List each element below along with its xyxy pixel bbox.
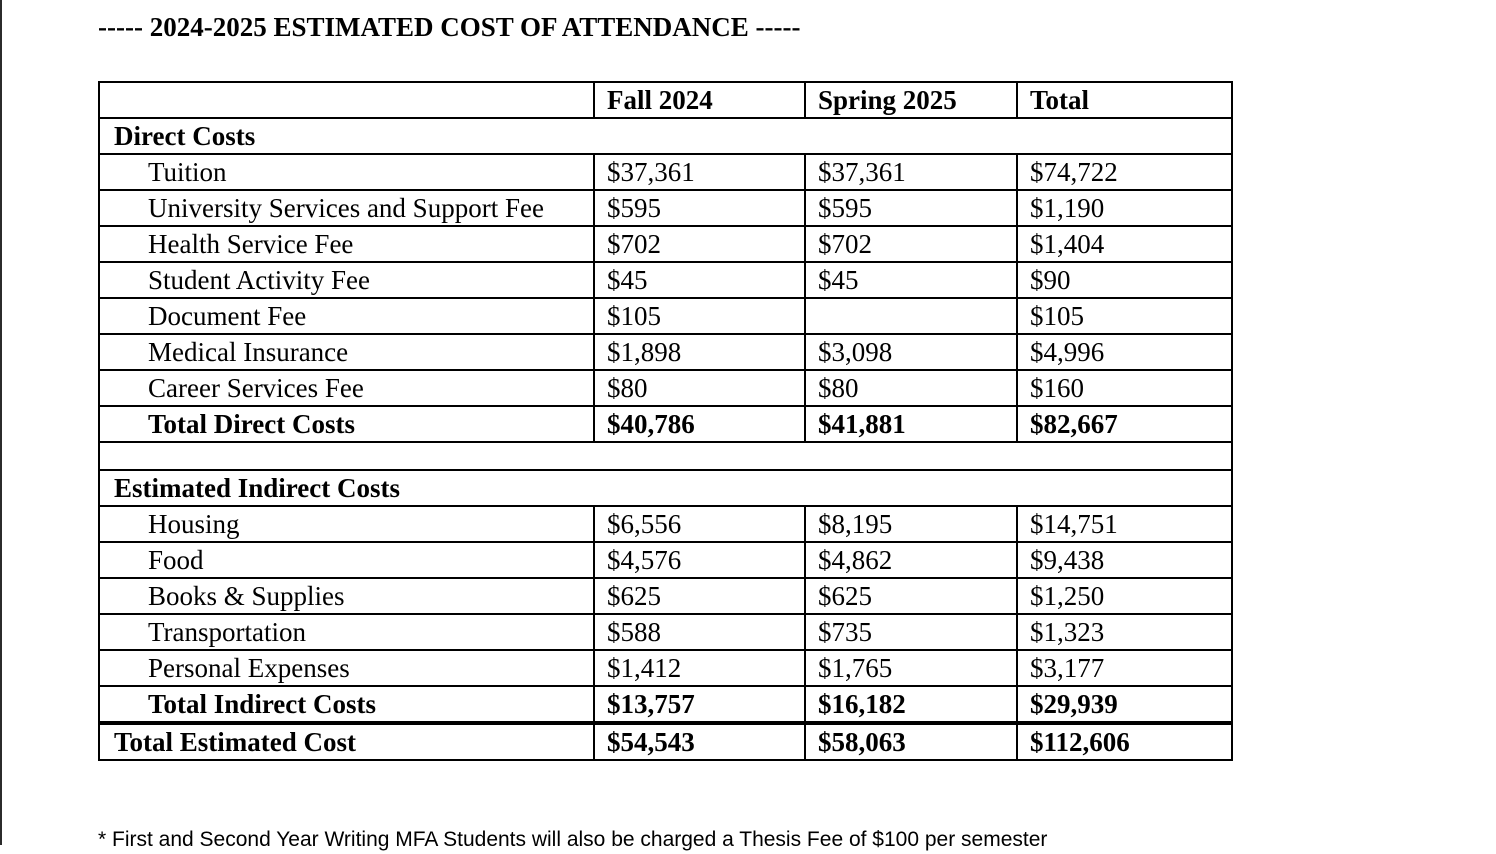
spring-value: $8,195 bbox=[805, 506, 1017, 542]
row-label: Total Direct Costs bbox=[99, 406, 594, 442]
header-cell-fall: Fall 2024 bbox=[594, 82, 805, 118]
fall-value: $6,556 bbox=[594, 506, 805, 542]
row-label: Tuition bbox=[99, 154, 594, 190]
spring-value: $16,182 bbox=[805, 686, 1017, 723]
row-label: Transportation bbox=[99, 614, 594, 650]
total-value: $3,177 bbox=[1017, 650, 1232, 686]
total-value: $112,606 bbox=[1017, 723, 1232, 760]
cost-of-attendance-table bbox=[98, 81, 1233, 761]
total-indirect-row bbox=[99, 686, 1232, 723]
section-row-direct bbox=[99, 118, 1232, 154]
row-label: Student Activity Fee bbox=[99, 262, 594, 298]
header-cell-spring: Spring 2025 bbox=[805, 82, 1017, 118]
total-value: $14,751 bbox=[1017, 506, 1232, 542]
spring-value: $625 bbox=[805, 578, 1017, 614]
total-value: $74,722 bbox=[1017, 154, 1232, 190]
row-label: University Services and Support Fee bbox=[99, 190, 594, 226]
total-value: $1,323 bbox=[1017, 614, 1232, 650]
fall-value: $54,543 bbox=[594, 723, 805, 760]
spring-value: $80 bbox=[805, 370, 1017, 406]
total-direct-row bbox=[99, 406, 1232, 442]
spring-value: $702 bbox=[805, 226, 1017, 262]
row-label: Career Services Fee bbox=[99, 370, 594, 406]
spring-value: $58,063 bbox=[805, 723, 1017, 760]
total-value: $4,996 bbox=[1017, 334, 1232, 370]
row-label: Total Indirect Costs bbox=[99, 686, 594, 723]
header-row bbox=[99, 82, 1232, 118]
table-row bbox=[99, 262, 1232, 298]
fall-value: $45 bbox=[594, 262, 805, 298]
total-value: $9,438 bbox=[1017, 542, 1232, 578]
total-value: $82,667 bbox=[1017, 406, 1232, 442]
total-value: $1,190 bbox=[1017, 190, 1232, 226]
spring-value: $595 bbox=[805, 190, 1017, 226]
row-label: Housing bbox=[99, 506, 594, 542]
row-label: Food bbox=[99, 542, 594, 578]
fall-value: $588 bbox=[594, 614, 805, 650]
fall-value: $80 bbox=[594, 370, 805, 406]
spring-value: $41,881 bbox=[805, 406, 1017, 442]
table-row bbox=[99, 298, 1232, 334]
spring-value: $1,765 bbox=[805, 650, 1017, 686]
header-cell-total: Total bbox=[1017, 82, 1232, 118]
row-label: Document Fee bbox=[99, 298, 594, 334]
row-label: Books & Supplies bbox=[99, 578, 594, 614]
fall-value: $625 bbox=[594, 578, 805, 614]
fall-value: $1,898 bbox=[594, 334, 805, 370]
table-row bbox=[99, 154, 1232, 190]
total-value: $1,250 bbox=[1017, 578, 1232, 614]
total-value: $105 bbox=[1017, 298, 1232, 334]
spring-value: $3,098 bbox=[805, 334, 1017, 370]
total-value: $90 bbox=[1017, 262, 1232, 298]
table-row bbox=[99, 334, 1232, 370]
left-edge-rule bbox=[0, 0, 2, 845]
table-row bbox=[99, 578, 1232, 614]
page-title: ----- 2024-2025 ESTIMATED COST OF ATTENDANCE ----- bbox=[98, 12, 801, 42]
grand-total-row bbox=[99, 723, 1232, 760]
table-row bbox=[99, 542, 1232, 578]
table-row bbox=[99, 370, 1232, 406]
table-row bbox=[99, 650, 1232, 686]
total-value: $29,939 bbox=[1017, 686, 1232, 723]
fall-value: $40,786 bbox=[594, 406, 805, 442]
spring-value bbox=[805, 298, 1017, 334]
total-value: $160 bbox=[1017, 370, 1232, 406]
spacer-row bbox=[99, 442, 1232, 470]
spring-value: $37,361 bbox=[805, 154, 1017, 190]
spring-value: $735 bbox=[805, 614, 1017, 650]
table-row bbox=[99, 190, 1232, 226]
row-label: Medical Insurance bbox=[99, 334, 594, 370]
table-row bbox=[99, 226, 1232, 262]
section-row-indirect bbox=[99, 470, 1232, 506]
fall-value: $595 bbox=[594, 190, 805, 226]
total-value: $1,404 bbox=[1017, 226, 1232, 262]
section-header-direct: Direct Costs bbox=[99, 118, 1232, 154]
row-label: Total Estimated Cost bbox=[99, 723, 594, 760]
fall-value: $105 bbox=[594, 298, 805, 334]
table-row bbox=[99, 614, 1232, 650]
spacer-cell bbox=[99, 442, 1232, 470]
spring-value: $45 bbox=[805, 262, 1017, 298]
spring-value: $4,862 bbox=[805, 542, 1017, 578]
fall-value: $4,576 bbox=[594, 542, 805, 578]
table-row bbox=[99, 506, 1232, 542]
section-header-indirect: Estimated Indirect Costs bbox=[99, 470, 1232, 506]
fall-value: $13,757 bbox=[594, 686, 805, 723]
fall-value: $37,361 bbox=[594, 154, 805, 190]
header-cell-label bbox=[99, 82, 594, 118]
row-label: Personal Expenses bbox=[99, 650, 594, 686]
fall-value: $702 bbox=[594, 226, 805, 262]
fall-value: $1,412 bbox=[594, 650, 805, 686]
footnote: * First and Second Year Writing MFA Students will also be charged a Thesis Fee of $100 per semester bbox=[98, 828, 1048, 851]
row-label: Health Service Fee bbox=[99, 226, 594, 262]
